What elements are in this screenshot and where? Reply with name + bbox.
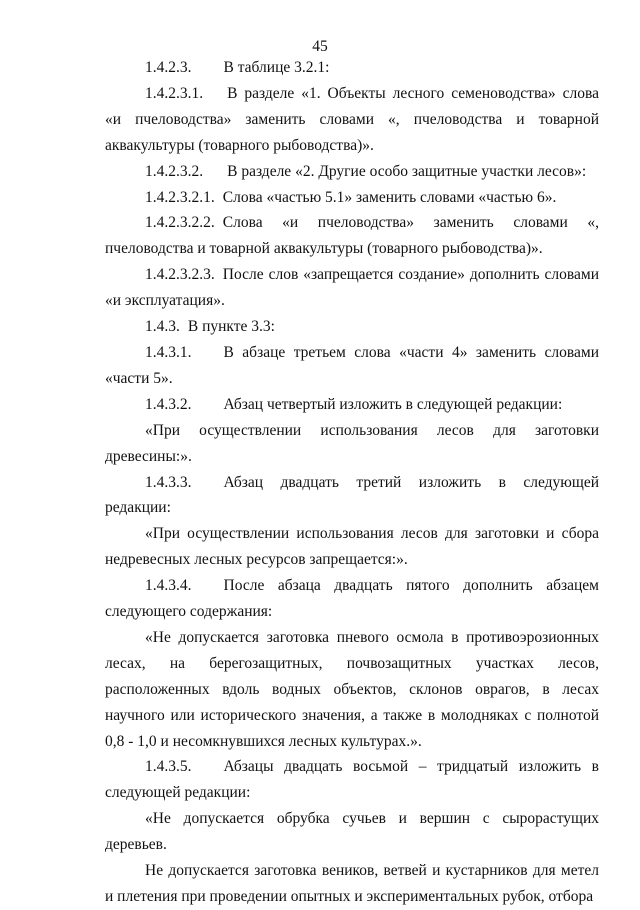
paragraph-text: После слов «запрещается создание» дополнить словами «и эксплуатация».	[105, 266, 599, 310]
paragraph-1-4-2-3-2-3	[105, 262, 599, 314]
paragraph	[105, 858, 599, 910]
paragraph-text: Слова «частью 5.1» заменить словами «частью 6».	[222, 188, 557, 206]
item-number: 1.4.2.3.2.	[145, 162, 204, 180]
paragraph-1-4-2-3-2-1	[105, 185, 599, 211]
paragraph-1-4-2-3-2	[105, 159, 599, 185]
paragraph-text: Слова «и пчеловодства» заменить словами «, пчеловодства и товарной аквакультуры (товарного рыбоводства)».	[105, 214, 599, 258]
paragraph-1-4-2-3-1	[105, 81, 599, 159]
paragraph-1-4-3-4	[105, 573, 599, 625]
page-number: 45	[312, 38, 328, 55]
paragraph-text: Абзац четвертый изложить в следующей редакции:	[223, 395, 563, 413]
item-number: 1.4.3.3.	[145, 473, 192, 491]
paragraph-1-4-3-3	[105, 470, 599, 522]
paragraph-text: Абзац двадцать третий изложить в следующей редакции:	[105, 473, 599, 517]
paragraph-1-4-3-1	[105, 340, 599, 392]
item-number: 1.4.2.3.2.2.	[145, 214, 215, 232]
paragraph-1-4-3-2	[105, 392, 599, 418]
item-number: 1.4.3.	[145, 318, 180, 336]
paragraph-text: «При осуществлении использования лесов для заготовки древесины:».	[105, 421, 599, 465]
item-number: 1.4.2.3.1.	[145, 84, 204, 102]
paragraph-1-4-2-3-2-2	[105, 210, 599, 262]
item-number: 1.4.3.4.	[145, 577, 192, 595]
item-number: 1.4.3.2.	[145, 395, 192, 413]
item-number: 1.4.2.3.	[145, 59, 192, 76]
paragraph-text: «Не допускается заготовка пневого осмола в противоэрозионных лесах, на берегозащитных, почвозащитных участках лесов, расположенных вдоль водных объектов, склонов оврагов, в лесах научного или исторического значения, а также в молодняках с полнотой 0,8 - 1,0 и несомкнувшихся лесных культурах.».	[105, 628, 599, 750]
paragraph-text: «Не допускается обрубка сучьев и вершин с сырорастущих деревьев.	[105, 810, 599, 854]
paragraph-1-4-3-5	[105, 754, 599, 806]
quoted-paragraph	[105, 418, 599, 470]
paragraph-1-4-2-3	[105, 55, 599, 81]
paragraph-text: В абзаце третьем слова «части 4» заменить словами «части 5».	[105, 343, 599, 387]
paragraph-text: После абзаца двадцать пятого дополнить абзацем следующего содержания:	[105, 577, 599, 621]
quoted-paragraph	[105, 625, 599, 755]
item-number: 1.4.2.3.2.1.	[145, 188, 215, 206]
paragraph-text: В таблице 3.2.1:	[223, 59, 330, 76]
paragraph-text: В пункте 3.3:	[187, 318, 275, 336]
paragraph-text: «При осуществлении использования лесов для заготовки и сбора недревесных лесных ресурсов запрещается:».	[105, 525, 599, 569]
body-text	[105, 55, 599, 910]
paragraph-text: В разделе «2. Другие особо защитные участки лесов»:	[227, 162, 587, 180]
quoted-paragraph	[105, 806, 599, 858]
paragraph-text: Абзацы двадцать восьмой – тридцатый изложить в следующей редакции:	[105, 758, 599, 802]
item-number: 1.4.2.3.2.3.	[145, 266, 215, 284]
paragraph-text: Не допускается заготовка веников, ветвей и кустарников для метел и плетения при проведении опытных и экспериментальных рубок, отбора	[105, 862, 599, 905]
paragraph-1-4-3	[105, 314, 599, 340]
item-number: 1.4.3.1.	[145, 343, 192, 361]
paragraph-text: В разделе «1. Объекты лесного семеноводства» слова «и пчеловодства» заменить словами «, пчеловодства и товарной аквакультуры (товарного рыбоводства)».	[105, 84, 599, 154]
item-number: 1.4.3.5.	[145, 758, 192, 776]
quoted-paragraph	[105, 521, 599, 573]
